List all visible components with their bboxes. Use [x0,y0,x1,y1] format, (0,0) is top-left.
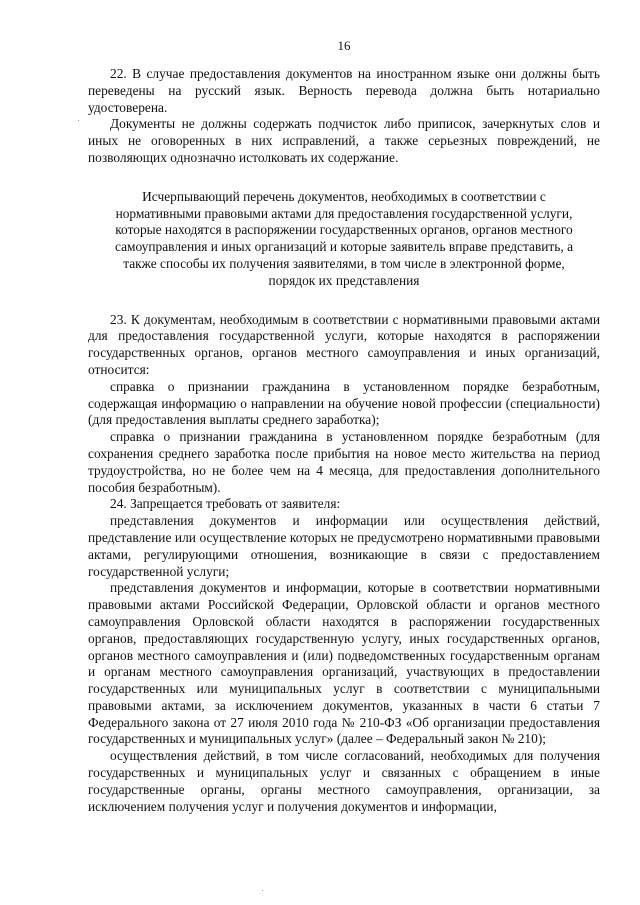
page-number: 16 [337,38,351,53]
paragraph-prohibition-2: представления документов и информации, которые в соответствии нормативными правовыми актами Российской Федерации, Орловской области и органов местного самоуправления Орловской области находятся в распоряжении государственных органов, предоставляющих государственную услугу, иных государственных органов, органов местного самоуправления и (или) подведомственных государственным органам и органам местного самоуправления организаций, участвующих в предоставлении государственных или муниципальных услуг в соответствии с муниципальными правовыми актами, за исключением документов, указанных в части 6 статьи 7 Федерального закона от 27 июля 2010 года № 210-ФЗ «Об организации предоставления государственных и муниципальных услуг» (далее – Федеральный закон № 210); [88,580,600,747]
heading-line: также способы их получения заявителями, в том числе в электронной форме, [123,255,565,271]
paragraph-certificate-relocation: справка о признании гражданина в установленном порядке безработным (для сохранения среднего заработка после прибытия на новое место жительства на период трудоустройства, но не более чем на 4 месяца, для предоставления дополнительного пособия безработным). [88,429,600,495]
paragraph-24: 24. Запрещается требовать от заявителя: [110,496,341,512]
heading-line: которые находятся в распоряжении государственных органов, органов местного [115,222,573,238]
section-heading [88,189,600,290]
heading-line: Исчерпывающий перечень документов, необходимых в соответствии с [142,188,546,204]
heading-line: нормативными правовыми актами для предоставления государственной услуги, [115,205,573,221]
paragraph-23: 23. К документам, необходимым в соответствии с нормативными правовыми актами для предоставления государственной услуги, которые находятся в распоряжении государственных органов, органов местного самоуправления и иных организаций, относится: [88,311,600,377]
heading-line: самоуправления и иных организаций и которые заявитель вправе представить, а [114,239,574,255]
scan-speck [262,890,263,891]
heading-line: порядок их представления [268,272,420,288]
paragraph-certificate-training: справка о признании гражданина в установленном порядке безработным, содержащая информацию о направлении на обучение новой профессии (специальности) (для предоставления выплаты среднего заработка); [88,378,600,428]
paragraph-prohibition-3: осуществления действий, в том числе согласований, необходимых для получения государственных и муниципальных услуг и связанных с обращением в иные государственные органы, органы местного самоуправления, организации, за исключением получения услуг и получения документов и информации, [88,748,600,814]
paragraph-22: 22. В случае предоставления документов на иностранном языке они должны быть переведены на русский язык. Верность перевода должна быть нотариально удостоверена. [88,66,600,115]
paragraph-documents-requirements: Документы не должны содержать подчисток либо приписок, зачеркнутых слов и иных не оговоренных в них исправлений, а также серьезных повреждений, не позволяющих однозначно истолковать их содержание. [88,116,600,165]
paragraph-prohibition-1: представления документов и информации или осуществления действий, представление или осуществление которых не предусмотрено нормативными правовыми актами, регулирующими отношения, возникающие в связи с предоставлением государственной услуги; [88,513,600,579]
scan-speck [78,120,79,121]
